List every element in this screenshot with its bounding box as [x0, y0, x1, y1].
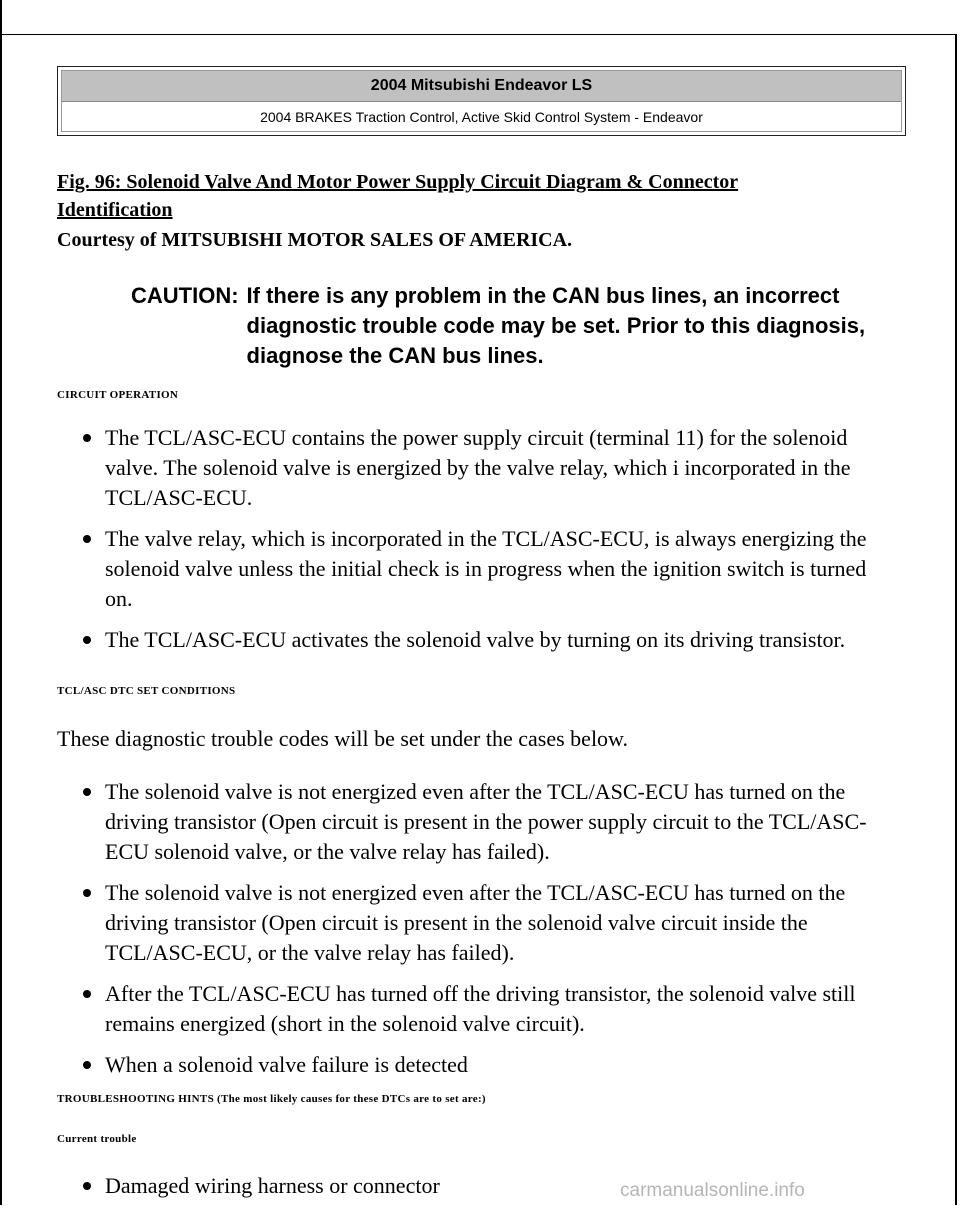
- page-border-right: [955, 34, 957, 1205]
- list-item: The solenoid valve is not energized even after the TCL/ASC-ECU has turned on the driving transistor (Open circuit is present in the power supply circuit to the TCL/ASC-ECU solenoid valve, or the valve relay has failed).: [75, 777, 895, 867]
- document-header: [57, 66, 906, 136]
- dtc-conditions-intro: These diagnostic trouble codes will be set under the cases below.: [57, 726, 629, 751]
- watermark: carmanualsonline.info: [620, 1180, 805, 1201]
- bullet-icon: [83, 889, 91, 897]
- list-item: The TCL/ASC-ECU contains the power supply circuit (terminal 11) for the solenoid valve. The solenoid valve is energized by the valve relay, which i incorporated in the TCL/ASC-ECU.: [75, 423, 895, 513]
- vehicle-title: 2004 Mitsubishi Endeavor LS: [62, 71, 901, 102]
- list-item: The TCL/ASC-ECU activates the solenoid valve by turning on its driving transistor.: [75, 625, 895, 655]
- dtc-conditions-list: [75, 777, 895, 1091]
- figure-title-link[interactable]: Fig. 96: Solenoid Valve And Motor Power Supply Circuit Diagram & Connector Identification: [57, 171, 739, 221]
- bullet-icon: [83, 788, 91, 796]
- document-header-inner: [61, 70, 902, 132]
- bullet-icon: [83, 990, 91, 998]
- caution-label: CAUTION:: [131, 283, 239, 308]
- caution-text: If there is any problem in the CAN bus lines, an incorrect diagnostic trouble code may be set. Prior to this diagnosis, diagnose the CAN bus lines.: [246, 283, 866, 368]
- bullet-icon: [83, 1182, 91, 1190]
- bullet-icon: [83, 636, 91, 644]
- bullet-icon: [83, 434, 91, 442]
- list-item: The solenoid valve is not energized even after the TCL/ASC-ECU has turned on the driving transistor (Open circuit is present in the solenoid valve circuit inside the TCL/ASC-ECU, or the valve relay has failed).: [75, 878, 895, 968]
- troubleshooting-heading: TROUBLESHOOTING HINTS (The most likely causes for these DTCs are to set are:): [57, 1093, 486, 1105]
- circuit-operation-heading: CIRCUIT OPERATION: [57, 389, 179, 401]
- bullet-icon: [83, 1061, 91, 1069]
- figure-courtesy: Courtesy of MITSUBISHI MOTOR SALES OF AMERICA.: [57, 229, 573, 251]
- list-item: Damaged wiring harness or connector: [75, 1171, 895, 1201]
- circuit-operation-list: [75, 423, 895, 666]
- current-trouble-subheading: Current trouble: [57, 1133, 137, 1145]
- caution-notice: [131, 281, 911, 371]
- bullet-icon: [83, 535, 91, 543]
- section-subtitle: 2004 BRAKES Traction Control, Active Skid Control System - Endeavor: [260, 108, 703, 125]
- list-item: The valve relay, which is incorporated in the TCL/ASC-ECU, is always energizing the solenoid valve unless the initial check is in progress when the ignition switch is turned on.: [75, 524, 895, 614]
- page-border-left: [0, 0, 2, 1205]
- dtc-conditions-heading: TCL/ASC DTC SET CONDITIONS: [57, 685, 236, 697]
- list-item: After the TCL/ASC-ECU has turned off the driving transistor, the solenoid valve still remains energized (short in the solenoid valve circuit).: [75, 979, 895, 1039]
- list-item: When a solenoid valve failure is detected: [75, 1050, 895, 1080]
- page-border-top: [0, 34, 957, 35]
